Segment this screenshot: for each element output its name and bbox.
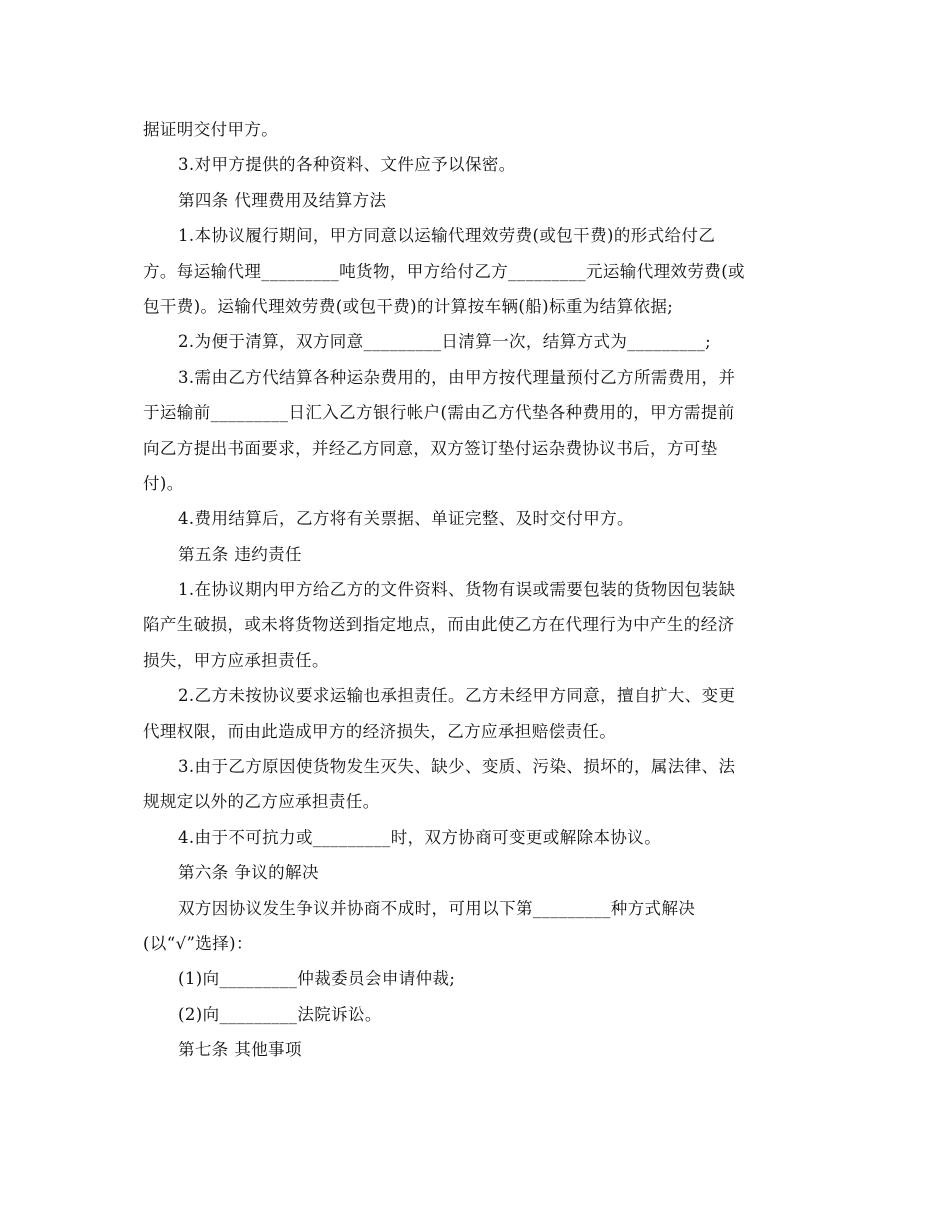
paragraph-clause-4-1-cont: 包干费)。运输代理效劳费(或包干费)的计算按车辆(船)标重为结算依据; bbox=[143, 296, 674, 316]
paragraph-clause-4-3: 3.需由乙方代结算各种运杂费用的，由甲方按代理量预付乙方所需费用，并 bbox=[178, 367, 736, 387]
paragraph-clause-4-1-cont: 方。每运输代理_________吨货物，甲方给付乙方_________元运输代理效劳费(或 bbox=[143, 261, 745, 281]
paragraph-continuation: 据证明交付甲方。 bbox=[143, 120, 279, 139]
paragraph-clause-4-4: 4.费用结算后，乙方将有关票据、单证完整、及时交付甲方。 bbox=[178, 509, 634, 529]
paragraph-clause-5-4: 4.由于不可抗力或_________时，双方协商可变更或解除本协议。 bbox=[178, 827, 662, 847]
paragraph-clause-3-3: 3.对甲方提供的各种资料、文件应予以保密。 bbox=[178, 155, 516, 175]
article-7-heading: 第七条 其他事项 bbox=[178, 1040, 302, 1060]
paragraph-clause-5-2-cont: 代理权限，而由此造成甲方的经济损失，乙方应承担赔偿责任。 bbox=[143, 721, 617, 741]
paragraph-clause-4-2: 2.为便于清算，双方同意_________日清算一次，结算方式为_________; bbox=[178, 332, 712, 352]
paragraph-article-6-cont: (以“√”选择)： bbox=[143, 933, 253, 953]
paragraph-clause-4-3-cont: 于运输前_________日汇入乙方银行帐户(需由乙方代垫各种费用的，甲方需提前 bbox=[143, 403, 735, 423]
option-litigation: (2)向_________法院诉讼。 bbox=[178, 1004, 382, 1024]
paragraph-clause-4-3-cont: 付)。 bbox=[143, 473, 184, 493]
article-4-heading: 第四条 代理费用及结算方法 bbox=[178, 190, 387, 210]
paragraph-clause-5-3: 3.由于乙方原因使货物发生灭失、缺少、变质、污染、损坏的，属法律、法 bbox=[178, 757, 736, 777]
option-arbitration: (1)向_________仲裁委员会申请仲裁; bbox=[178, 969, 456, 989]
paragraph-clause-4-1: 1.本协议履行期间，甲方同意以运输代理效劳费(或包干费)的形式给付乙 bbox=[178, 226, 716, 246]
paragraph-clause-5-3-cont: 规规定以外的乙方应承担责任。 bbox=[143, 792, 380, 812]
article-6-heading: 第六条 争议的解决 bbox=[178, 863, 319, 883]
paragraph-clause-4-3-cont: 向乙方提出书面要求，并经乙方同意，双方签订垫付运杂费协议书后，方可垫 bbox=[143, 438, 718, 458]
document-body bbox=[143, 112, 813, 1068]
paragraph-clause-5-2: 2.乙方未按协议要求运输也承担责任。乙方未经甲方同意，擅自扩大、变更 bbox=[178, 686, 736, 706]
paragraph-clause-5-1-cont: 陷产生破损，或未将货物送到指定地点，而由此使乙方在代理行为中产生的经济 bbox=[143, 615, 735, 635]
paragraph-clause-5-1: 1.在协议期内甲方给乙方的文件资料、货物有误或需要包装的货物因包装缺 bbox=[178, 580, 736, 600]
paragraph-clause-5-1-cont: 损失，甲方应承担责任。 bbox=[143, 650, 329, 670]
article-5-heading: 第五条 违约责任 bbox=[178, 544, 302, 564]
paragraph-article-6: 双方因协议发生争议并协商不成时，可用以下第_________种方式解决 bbox=[178, 898, 696, 918]
